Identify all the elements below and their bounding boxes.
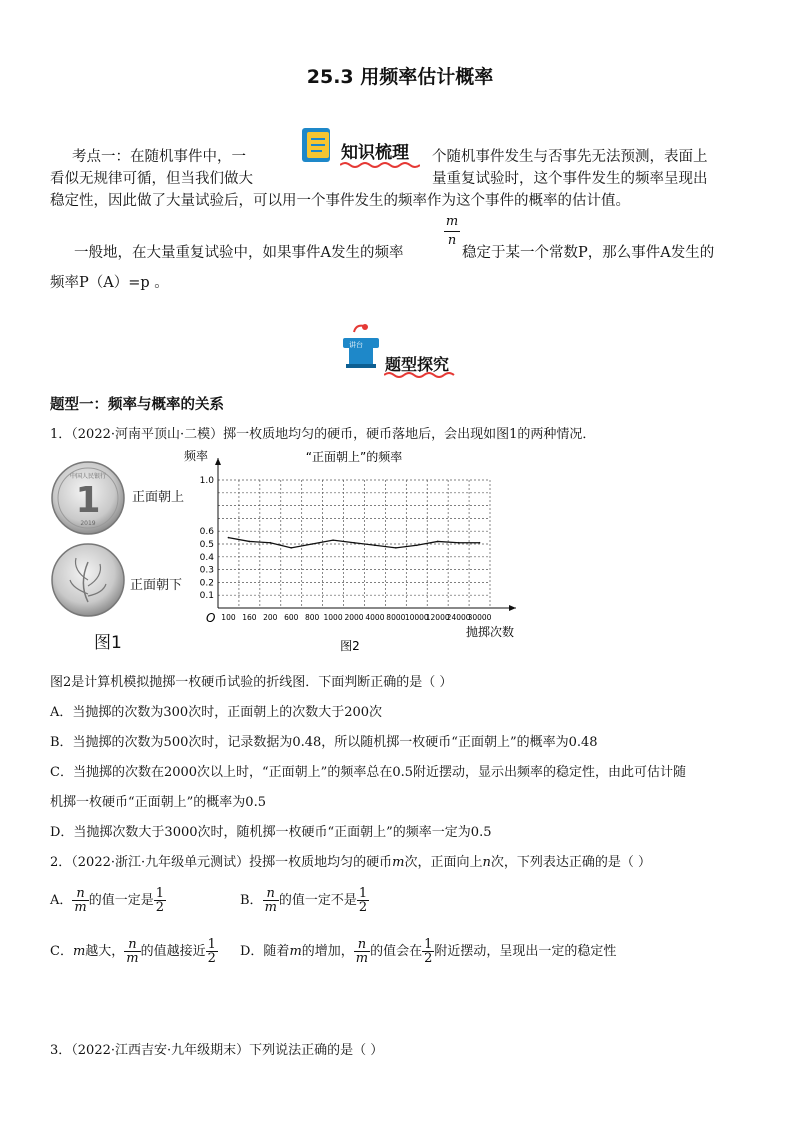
data-point xyxy=(311,543,313,545)
x-tick-label: 10000 xyxy=(404,613,429,622)
q2-option-d-text3: 附近摆动，呈现出一定的稳定性 xyxy=(434,944,617,959)
fraction-one-half xyxy=(154,887,166,914)
data-point xyxy=(437,541,439,543)
fraction-one-half xyxy=(422,938,434,965)
q2-option-d xyxy=(240,937,616,967)
fraction-denominator: m xyxy=(126,951,139,966)
data-point xyxy=(395,547,397,549)
q2-option-c-text1: 越大， xyxy=(85,944,125,959)
heads-label: 正面朝上 xyxy=(132,490,185,505)
fraction-numerator: n xyxy=(72,887,88,901)
data-point xyxy=(270,542,272,544)
q1-option-b: B．当抛掷的次数为500次时，记录数据为0.48，所以随机掷一枚硬币“正面朝上”的概率为0.48 xyxy=(50,735,598,750)
figure-2-caption: 图2 xyxy=(340,639,360,653)
y-tick-label: 0.2 xyxy=(199,578,214,589)
x-tick-label: 1000 xyxy=(323,613,343,622)
fraction-numerator: n xyxy=(263,887,279,901)
q3-stem: 3．（2022·江西吉安·九年级期末）下列说法正确的是（ ） xyxy=(50,1043,384,1058)
x-tick-label: 4000 xyxy=(365,613,385,622)
q2-option-d-text2: 的值会在 xyxy=(370,944,423,959)
fraction-n-over-m xyxy=(263,887,279,914)
fraction-numerator: m xyxy=(445,214,459,229)
intro-line-1b: 个随机事件发生与否事先无法预测，表面上 xyxy=(432,149,708,165)
intro-line-4b: 稳定于某一个常数P，那么事件A发生的 xyxy=(462,245,715,261)
fraction-denominator: m xyxy=(264,900,277,915)
q2-var-m: m xyxy=(289,944,302,959)
squiggle-underline xyxy=(340,161,420,169)
fraction-denominator: 2 xyxy=(207,951,216,966)
q2-stem-a: 2．（2022·浙江·九年级单元测试）投掷一枚质地均匀的硬币 xyxy=(50,855,393,870)
x-tick-label: 8000 xyxy=(386,613,406,622)
data-point xyxy=(228,537,230,539)
notebook-icon xyxy=(300,126,334,166)
y-tick-label: 0.1 xyxy=(199,591,214,602)
fraction-one-half xyxy=(357,887,369,914)
q2-option-d-text1: 的增加， xyxy=(301,944,354,959)
intro-line-5: 频率P（A）=p 。 xyxy=(50,275,169,291)
fraction-one-half xyxy=(206,938,218,965)
coin-tails-icon xyxy=(48,540,128,620)
coin-heads-icon xyxy=(48,458,128,538)
fraction-n-over-m xyxy=(72,887,88,914)
data-point xyxy=(249,541,251,543)
q2-stem-c: 次，下列表达正确的是（ ） xyxy=(490,855,651,870)
fraction-m-over-n xyxy=(444,213,460,250)
q1-question: 图2是计算机模拟抛掷一枚硬币试验的折线图．下面判断正确的是（ ） xyxy=(50,675,453,690)
x-tick-label: 800 xyxy=(304,613,320,622)
tails-label: 正面朝下 xyxy=(130,578,183,593)
q1-option-c-line1: C．当抛掷的次数在2000次以上时，“正面朝上”的频率总在0.5附近摆动，显示出频率的稳定性，由此可估计随 xyxy=(50,765,686,780)
explore-badge-label: 题型探究 xyxy=(385,355,450,374)
q2-option-a xyxy=(50,886,166,916)
intro-line-3: 稳定性，因此做了大量试验后，可以用一个事件发生的频率作为这个事件的概率的估计值。 xyxy=(50,193,630,209)
q1-option-d: D．当抛掷次数大于3000次时，随机掷一枚硬币“正面朝上”的频率一定为0.5 xyxy=(50,825,492,840)
knowledge-badge xyxy=(300,124,424,170)
q2-var-n: n xyxy=(482,855,491,870)
y-tick-label: 0.3 xyxy=(199,565,214,576)
x-tick-label: 200 xyxy=(263,613,278,622)
fraction-denominator: 2 xyxy=(358,900,368,915)
fraction-numerator: 1 xyxy=(207,937,216,952)
y-tick-label: 0.6 xyxy=(199,527,214,538)
q2-var-m: m xyxy=(392,855,405,870)
fraction-numerator: n xyxy=(124,938,140,952)
intro-line-2a: 看似无规律可循，但当我们做大 xyxy=(50,171,253,187)
q2-stem-b: 次，正面向上 xyxy=(404,855,483,870)
squiggle-underline xyxy=(384,371,458,379)
q2-option-b-label: B． xyxy=(240,893,263,908)
x-axis-label: 抛掷次数 xyxy=(465,625,515,639)
q1-option-a: A．当抛掷的次数为300次时，正面朝上的次数大于200次 xyxy=(50,705,383,720)
data-point xyxy=(374,544,376,546)
q2-option-a-label: A． xyxy=(50,893,73,908)
x-tick-label: 30000 xyxy=(467,613,492,622)
fraction-numerator: 1 xyxy=(155,886,165,901)
fraction-n-over-m xyxy=(354,938,370,965)
section-heading: 题型一：频率与概率的关系 xyxy=(50,397,224,413)
frequency-line-chart xyxy=(180,448,520,653)
y-tick-label: 0.4 xyxy=(199,552,214,563)
y-axis-label: 频率 xyxy=(184,449,209,463)
q2-option-c xyxy=(50,937,218,967)
q2-option-c-text2: 的值越接近 xyxy=(140,944,206,959)
data-point xyxy=(332,539,334,541)
intro-line-1a: 考点一：在随机事件中，一 xyxy=(72,149,246,165)
y-axis-arrow xyxy=(215,458,221,465)
x-tick-label: 100 xyxy=(221,613,236,622)
fraction-numerator: n xyxy=(354,938,370,952)
x-tick-label: 2000 xyxy=(344,613,364,622)
q2-option-a-text: 的值一定是 xyxy=(88,893,154,908)
x-axis-arrow xyxy=(509,605,516,611)
q1-stem: 1．（2022·河南平顶山·二模）掷一枚质地均匀的硬币，硬币落地后，会出现如图1的两种情况． xyxy=(50,427,596,442)
explore-badge xyxy=(340,322,464,378)
q2-option-c-label: C． xyxy=(50,944,73,959)
fraction-denominator: 2 xyxy=(155,900,165,915)
data-point xyxy=(479,542,481,544)
data-point xyxy=(290,547,292,549)
y-tick-label: 0.5 xyxy=(199,540,214,550)
fraction-n-over-m xyxy=(124,938,140,965)
x-tick-label: 12000 xyxy=(425,613,450,622)
chart-title: “正面朝上”的频率 xyxy=(305,450,403,464)
page-title: 25.3 用频率估计概率 xyxy=(306,66,494,88)
coin-year: 2019 xyxy=(80,520,96,527)
x-tick-label: 600 xyxy=(284,613,299,622)
q2-stem xyxy=(50,852,651,874)
fraction-denominator: m xyxy=(74,900,87,915)
y-tick-label: 1.0 xyxy=(199,476,214,486)
q2-option-d-label: D．随着 xyxy=(240,944,290,959)
x-tick-label: 24000 xyxy=(446,613,471,622)
coin-value: 1 xyxy=(75,480,101,521)
intro-line-4a: 一般地，在大量重复试验中，如果事件A发生的频率 xyxy=(74,245,404,261)
fraction-numerator: 1 xyxy=(358,886,368,901)
figure-1 xyxy=(44,452,194,662)
fraction-numerator: 1 xyxy=(424,937,433,952)
fraction-denominator: m xyxy=(355,951,369,966)
origin-label: O xyxy=(206,611,216,625)
coin-top-text: 中国人民银行 xyxy=(69,473,107,480)
x-tick-label: 160 xyxy=(242,613,257,622)
figure-1-caption: 图1 xyxy=(94,633,122,653)
knowledge-badge-label: 知识梳理 xyxy=(341,143,409,163)
intro-line-2b: 量重复试验时，这个事件发生的频率呈现出 xyxy=(432,171,708,187)
q2-option-b xyxy=(240,886,369,916)
data-point xyxy=(416,544,418,546)
q2-var-m: m xyxy=(72,944,86,959)
data-point xyxy=(353,542,355,544)
fraction-denominator: 2 xyxy=(424,951,433,966)
data-point xyxy=(458,542,460,544)
q2-option-b-text: 的值一定不是 xyxy=(278,893,357,908)
fraction-denominator: n xyxy=(447,233,457,248)
lectern-label: 讲台 xyxy=(349,341,363,349)
q1-option-c-line2: 机掷一枚硬币“正面朝上”的概率为0.5 xyxy=(50,795,266,810)
